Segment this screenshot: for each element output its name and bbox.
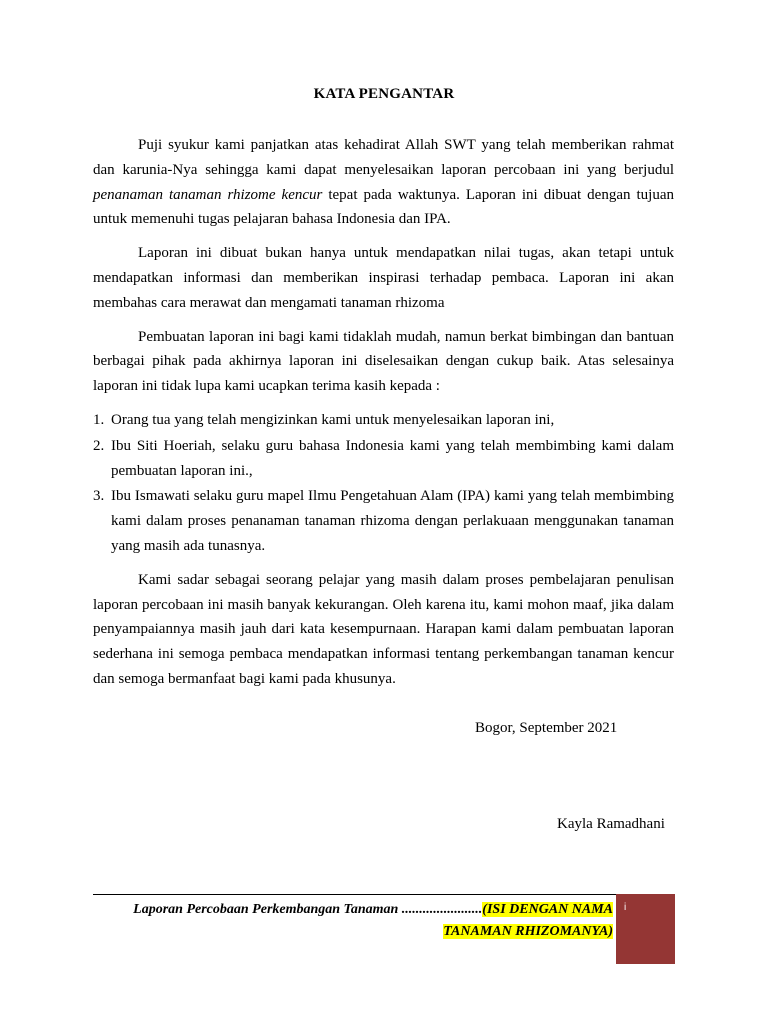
footer-highlight-1: (ISI DENGAN NAMA — [482, 902, 613, 917]
place-date: Bogor, September 2021 — [475, 720, 618, 736]
list-number: 2. — [93, 437, 105, 454]
list-item — [93, 408, 674, 433]
report-title-italic: penanaman tanaman rhizome kencur — [93, 186, 323, 203]
paragraph-3: Pembuatan laporan ini bagi kami tidaklah mudah, namun berkat bimbingan dan bantuan berbagai pihak pada akhirnya laporan ini diselesaikan dengan cukup baik. Atas selesainya laporan ini tidak lupa kami ucapkan terima kasih kepada : — [93, 328, 674, 395]
body-text — [93, 133, 674, 701]
list-number: 3. — [93, 488, 105, 505]
paragraph-2: Laporan ini dibuat bukan hanya untuk mendapatkan nilai tugas, akan tetapi untuk mendapatkan informasi dan memberikan inspirasi terhadap pembaca. Laporan ini akan membahas cara merawat dan mengamati tanaman rhizoma — [93, 245, 674, 311]
footer-title: Laporan Percobaan Perkembangan Tanaman ....................... — [133, 902, 483, 917]
page-number-box — [616, 894, 675, 964]
footer-caption — [93, 899, 613, 943]
footer-divider — [93, 894, 616, 895]
footer-highlight-2: TANAMAN RHIZOMANYA) — [443, 924, 613, 939]
paragraph-1-text-end: tepat pada waktunya. Laporan ini dibuat dengan tujuan untuk memenuhi tugas pelajaran bahasa Indonesia dan IPA. — [93, 186, 674, 228]
page-number: i — [624, 902, 627, 913]
paragraph-1-text: Puji syukur kami panjatkan atas kehadirat Allah SWT yang telah memberikan rahmat dan karunia-Nya sehingga kami dapat menyelesaikan laporan percobaan ini yang berjudul — [93, 137, 674, 178]
list-text: Orang tua yang telah mengizinkan kami untuk menyelesaikan laporan ini, — [111, 411, 555, 428]
thanks-list — [93, 408, 674, 559]
list-text: Ibu Ismawati selaku guru mapel Ilmu Pengetahuan Alam (IPA) kami yang telah membimbing kami dalam proses penanaman tanaman rhizoma dengan perlakuaan menggunakan tanaman yang masih ada tunasnya. — [111, 488, 674, 554]
list-text: Ibu Siti Hoeriah, selaku guru bahasa Indonesia kami yang telah membimbing kami dalam pembuatan laporan ini., — [111, 437, 674, 479]
page-title: KATA PENGANTAR — [313, 86, 455, 102]
paragraph-1 — [93, 133, 674, 232]
paragraph-4: Kami sadar sebagai seorang pelajar yang masih dalam proses pembelajaran penulisan laporan percobaan ini masih banyak kekurangan. Oleh karena itu, kami mohon maaf, jika dalam penyampaiannya masih jauh dari kata kesempurnaan. Harapan kami dalam pembuatan laporan sederhana ini semoga pembaca mendapatkan informasi tentang perkembangan tanaman kencur dan semoga bermanfaat bagi kami pada khusunya. — [93, 571, 674, 687]
list-number: 1. — [93, 411, 105, 428]
list-item — [93, 484, 674, 558]
author-name: Kayla Ramadhani — [557, 816, 665, 832]
list-item — [93, 434, 674, 484]
